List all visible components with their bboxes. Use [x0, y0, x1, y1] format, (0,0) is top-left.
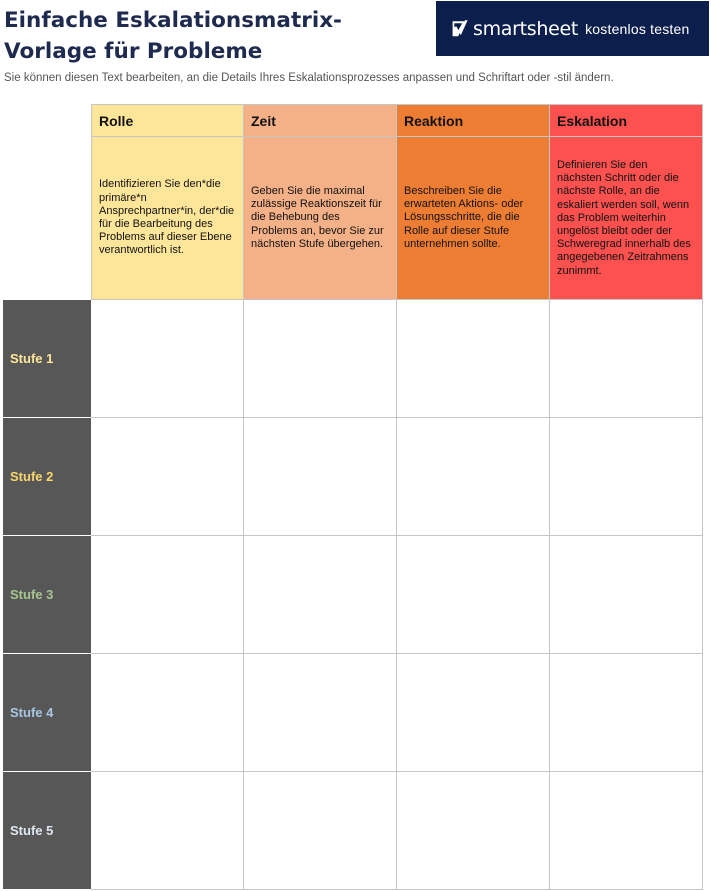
table-corner — [3, 104, 91, 137]
table-cell[interactable] — [397, 300, 550, 418]
table-cell[interactable] — [244, 654, 397, 772]
table-cell[interactable] — [550, 418, 703, 536]
column-header-rolle: Rolle — [91, 104, 244, 137]
table-cell[interactable] — [550, 300, 703, 418]
smartsheet-trial-banner[interactable] — [436, 1, 709, 56]
table-cell[interactable] — [91, 536, 244, 654]
page-subtitle: Sie können diesen Text bearbeiten, an die Details Ihres Eskalationsprozesses anpassen und Schriftart oder -stil ändern. — [4, 72, 614, 84]
table-cell[interactable] — [244, 300, 397, 418]
page-title: Einfache Eskalationsmatrix-Vorlage für Probleme — [4, 8, 342, 64]
row-label-stufe-1: Stufe 1 — [3, 300, 91, 418]
column-description-rolle[interactable]: Identifizieren Sie den*die primäre*n Ansprechpartner*in, der*die für die Bearbeitung des Problems auf dieser Ebene verantwortlich ist. — [91, 137, 244, 300]
column-header-reaktion: Reaktion — [397, 104, 550, 137]
column-description-eskalation[interactable]: Definieren Sie den nächsten Schritt oder die nächste Rolle, an die eskaliert werden soll, wenn das Problem weiterhin ungelöst bleibt oder der Schweregrad innerhalb des angegebenen Zeitrahmens zunimmt. — [550, 137, 703, 300]
table-cell[interactable] — [550, 772, 703, 890]
column-description-reaktion[interactable]: Beschreiben Sie die erwarteten Aktions- oder Lösungsschritte, die die Rolle auf dieser Stufe unternehmen sollte. — [397, 137, 550, 300]
column-header-zeit: Zeit — [244, 104, 397, 137]
table-cell[interactable] — [91, 772, 244, 890]
column-header-eskalation: Eskalation — [550, 104, 703, 137]
row-label-stufe-3: Stufe 3 — [3, 536, 91, 654]
row-label-stufe-5: Stufe 5 — [3, 772, 91, 890]
row-label-stufe-2: Stufe 2 — [3, 418, 91, 536]
table-cell[interactable] — [244, 418, 397, 536]
table-cell[interactable] — [91, 654, 244, 772]
row-label-stufe-4: Stufe 4 — [3, 654, 91, 772]
table-cell[interactable] — [397, 418, 550, 536]
free-trial-link[interactable]: kostenlos testen — [585, 20, 690, 37]
table-cell[interactable] — [397, 654, 550, 772]
table-cell[interactable] — [244, 772, 397, 890]
column-description-zeit[interactable]: Geben Sie die maximal zulässige Reaktionszeit für die Behebung des Problems an, bevor Sie zur nächsten Stufe übergehen. — [244, 137, 397, 300]
table-corner-spacer — [3, 137, 91, 300]
table-cell[interactable] — [244, 536, 397, 654]
table-cell[interactable] — [550, 654, 703, 772]
table-cell[interactable] — [91, 300, 244, 418]
table-cell[interactable] — [397, 772, 550, 890]
table-cell[interactable] — [397, 536, 550, 654]
smartsheet-logo-icon — [452, 20, 468, 37]
table-cell[interactable] — [91, 418, 244, 536]
table-cell[interactable] — [550, 536, 703, 654]
brand-name: smartsheet — [473, 17, 579, 40]
escalation-matrix-table — [3, 104, 703, 890]
